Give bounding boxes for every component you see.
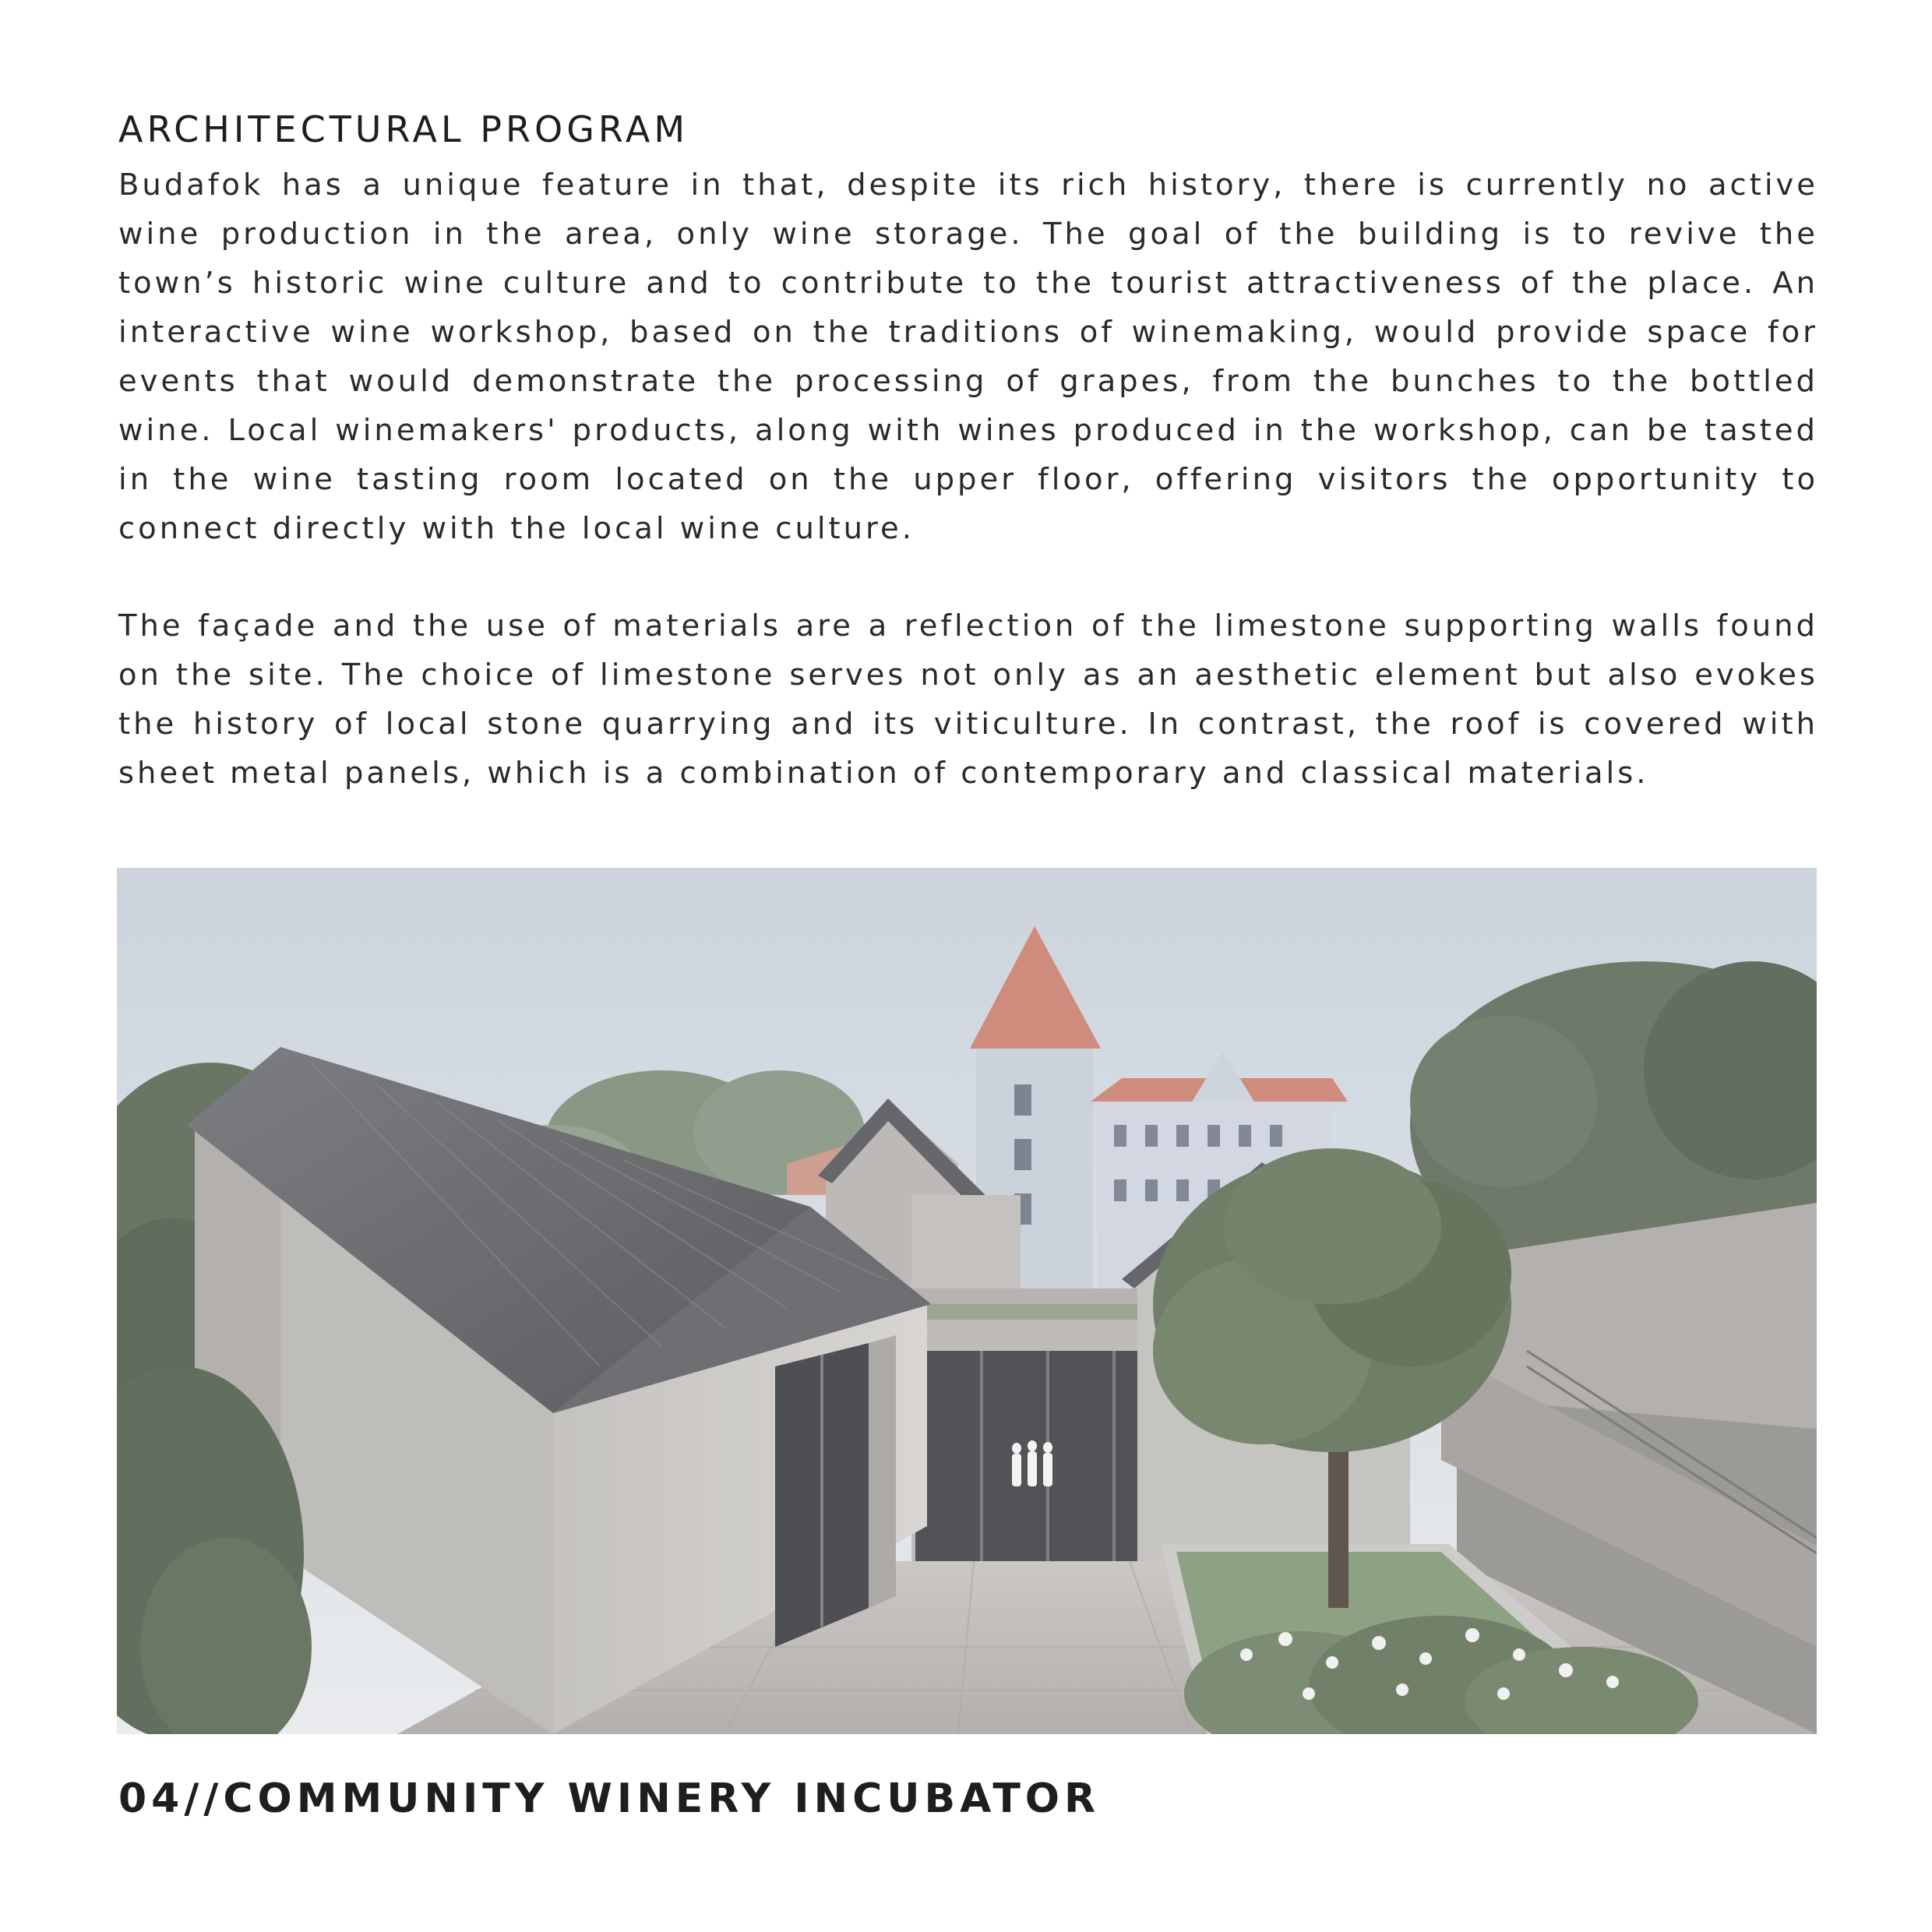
program-paragraph-2: The façade and the use of materials are a reflection of the limestone supporting walls found on the site. The choice of limestone serves not only as an aesthetic element but also evokes the history of local stone quarrying and its viticulture. In contrast, the roof is covered with sheet metal panels, which is a combination of contemporary and classical materials. — [118, 608, 1818, 791]
program-paragraph-1: Budafok has a unique feature in that, despite its rich history, there is currently no active wine production in the area, only wine storage. The goal of the building is to revive the town’s historic wine culture and to contribute to the tourist attractiveness of the place. An interactive wine workshop, based on the traditions of winemaking, would provide space for events that would demonstrate the processing of grapes, from the bunches to the bottled wine. Local winemakers' products, along with wines produced in the workshop, can be tasted in the wine tasting room located on the upper floor, offering visitors the opportunity to connect directly with the local wine culture. — [118, 167, 1818, 546]
section-heading: ARCHITECTURAL PROGRAM — [118, 108, 689, 150]
project-title-footer: 04//COMMUNITY WINERY INCUBATOR — [118, 1775, 1101, 1822]
architectural-rendering-image — [117, 868, 1817, 1734]
